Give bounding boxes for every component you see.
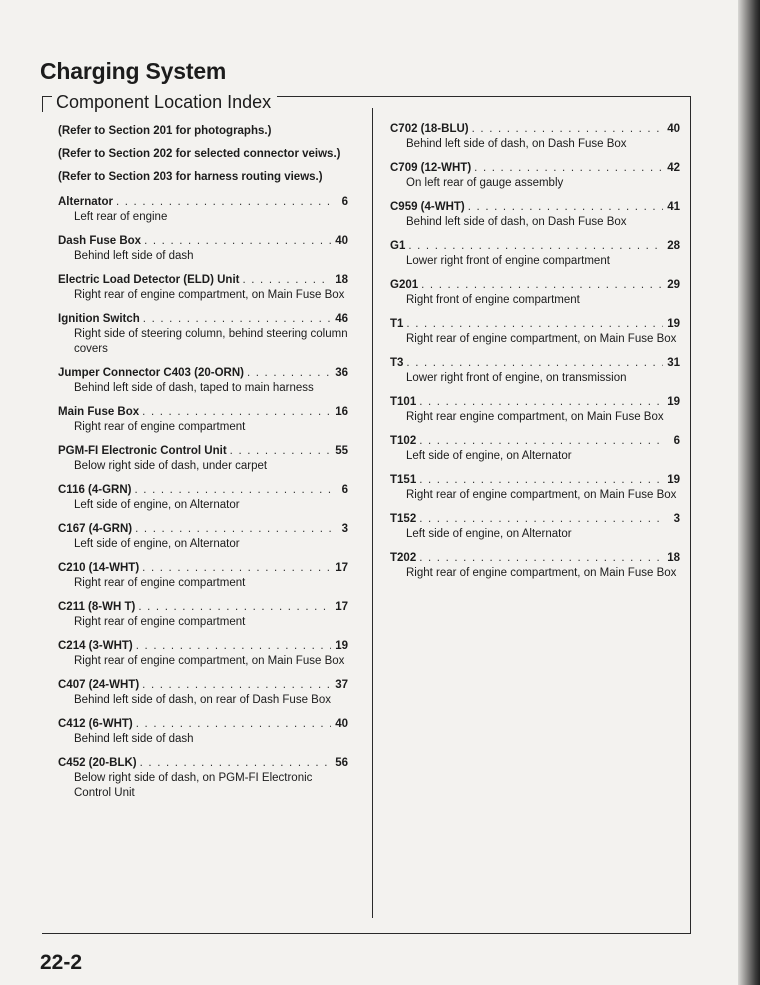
- note-photographs: (Refer to Section 201 for photographs.): [58, 125, 272, 137]
- dot-leader: [247, 366, 331, 381]
- entry-name: T3: [390, 357, 404, 369]
- entry-page: 16: [335, 406, 348, 418]
- index-entry: [58, 483, 348, 513]
- entry-page: 40: [335, 235, 348, 247]
- entry-page: 19: [667, 318, 680, 330]
- entry-page: 17: [335, 562, 348, 574]
- index-entry: [58, 405, 348, 435]
- entry-location: Behind left side of dash, on Dash Fuse Box: [406, 138, 627, 150]
- entry-location: Right side of steering column, behind steering column covers: [74, 328, 348, 355]
- entry-page: 40: [667, 123, 680, 135]
- index-entry: [58, 366, 348, 396]
- entry-page: 29: [667, 279, 680, 291]
- left-column: [58, 124, 348, 810]
- column-divider: [372, 108, 373, 918]
- dot-leader: [472, 122, 663, 137]
- dot-leader: [419, 434, 663, 449]
- index-entry: [390, 122, 680, 152]
- entry-name: Dash Fuse Box: [58, 235, 142, 247]
- entry-name: PGM-FI Electronic Control Unit: [58, 445, 227, 457]
- entry-page: 6: [341, 484, 348, 496]
- entry-page: 18: [335, 274, 348, 286]
- entry-location: Right rear of engine compartment: [74, 421, 246, 433]
- entry-page: 40: [335, 718, 348, 730]
- index-entry: [390, 278, 680, 308]
- entry-name: C412 (6-WHT): [58, 718, 133, 730]
- entry-location: Left side of engine, on Alternator: [74, 538, 240, 550]
- entry-location: Behind left side of dash: [74, 733, 194, 745]
- note-harness-routing: (Refer to Section 203 for harness routing views.): [58, 171, 323, 183]
- dot-leader: [142, 678, 331, 693]
- entry-name: G201: [390, 279, 419, 291]
- entry-name: Jumper Connector C403 (20-ORN): [58, 367, 244, 379]
- entry-name: T1: [390, 318, 404, 330]
- page-edge-shadow: [738, 0, 760, 985]
- dot-leader: [136, 717, 331, 732]
- entry-page: 41: [667, 201, 680, 213]
- dot-leader: [140, 756, 331, 771]
- index-entry: [58, 561, 348, 591]
- right-column: [390, 122, 680, 590]
- index-entry: [58, 522, 348, 552]
- dot-leader: [468, 200, 663, 215]
- index-entry: [390, 473, 680, 503]
- dot-leader: [142, 405, 331, 420]
- index-entry: [58, 234, 348, 264]
- entry-name: T102: [390, 435, 417, 447]
- page-title: Charging System: [40, 58, 227, 84]
- dot-leader: [419, 512, 663, 527]
- entry-page: 17: [335, 601, 348, 613]
- entry-name: C452 (20-BLK): [58, 757, 137, 769]
- entry-page: 6: [341, 196, 348, 208]
- entry-page: 3: [673, 513, 680, 525]
- entry-name: C709 (12-WHT): [390, 162, 472, 174]
- entry-page: 46: [335, 313, 348, 325]
- entry-location: Right rear of engine compartment, on Main Fuse Box: [406, 489, 677, 501]
- entry-location: Right rear of engine compartment: [74, 577, 246, 589]
- entry-page: 37: [335, 679, 348, 691]
- dot-leader: [419, 395, 663, 410]
- dot-leader: [242, 273, 331, 288]
- dot-leader: [142, 561, 331, 576]
- entry-location: Right rear of engine compartment, on Main Fuse Box: [74, 655, 345, 667]
- dot-leader: [406, 356, 663, 371]
- note-connector-views: (Refer to Section 202 for selected connector veiws.): [58, 148, 341, 160]
- entry-location: Behind left side of dash: [74, 250, 194, 262]
- index-entry: [58, 639, 348, 669]
- entry-name: T202: [390, 552, 417, 564]
- entry-page: 3: [341, 523, 348, 535]
- entry-location: Behind left side of dash, taped to main harness: [74, 382, 314, 394]
- entry-location: Lower right front of engine, on transmission: [406, 372, 627, 384]
- entry-name: T151: [390, 474, 417, 486]
- entry-location: Right rear of engine compartment, on Main Fuse Box: [406, 333, 677, 345]
- frame-left-tick: [42, 96, 43, 112]
- entry-page: 6: [673, 435, 680, 447]
- entry-name: C214 (3-WHT): [58, 640, 133, 652]
- dot-leader: [230, 444, 331, 459]
- entry-page: 19: [335, 640, 348, 652]
- index-entry: [390, 239, 680, 269]
- entry-location: Lower right front of engine compartment: [406, 255, 610, 267]
- index-entry: [58, 717, 348, 747]
- index-entry: [390, 395, 680, 425]
- dot-leader: [116, 195, 331, 210]
- entry-name: C210 (14-WHT): [58, 562, 140, 574]
- index-entry: [58, 273, 348, 303]
- dot-leader: [136, 639, 331, 654]
- dot-leader: [406, 317, 663, 332]
- index-heading: Component Location Index: [52, 92, 277, 113]
- entry-location: Left side of engine, on Alternator: [74, 499, 240, 511]
- entry-location: Left side of engine, on Alternator: [406, 528, 572, 540]
- index-entry: [58, 444, 348, 474]
- page-number: 22-2: [40, 951, 83, 974]
- entry-location: Behind left side of dash, on Dash Fuse Box: [406, 216, 627, 228]
- entry-page: 42: [667, 162, 680, 174]
- entry-page: 18: [667, 552, 680, 564]
- entry-page: 56: [335, 757, 348, 769]
- dot-leader: [135, 483, 332, 498]
- index-entry: [58, 600, 348, 630]
- dot-leader: [408, 239, 663, 254]
- entry-location: Left rear of engine: [74, 211, 168, 223]
- entry-location: On left rear of gauge assembly: [406, 177, 564, 189]
- entry-location: Right rear engine compartment, on Main Fuse Box: [406, 411, 664, 423]
- entry-page: 19: [667, 396, 680, 408]
- entry-page: 55: [335, 445, 348, 457]
- dot-leader: [144, 234, 331, 249]
- entry-name: T152: [390, 513, 417, 525]
- entry-name: Ignition Switch: [58, 313, 140, 325]
- index-entry: [390, 161, 680, 191]
- index-entry: [58, 312, 348, 357]
- index-entry: [390, 512, 680, 542]
- entry-location: Right rear of engine compartment, on Main Fuse Box: [406, 567, 677, 579]
- dot-leader: [419, 473, 663, 488]
- dot-leader: [143, 312, 331, 327]
- index-entry: [58, 756, 348, 801]
- entry-page: 31: [667, 357, 680, 369]
- entry-location: Right rear of engine compartment, on Main Fuse Box: [74, 289, 345, 301]
- index-entry: [390, 317, 680, 347]
- dot-leader: [474, 161, 663, 176]
- index-entry: [390, 356, 680, 386]
- dot-leader: [419, 551, 663, 566]
- index-entry: [390, 200, 680, 230]
- entry-name: G1: [390, 240, 406, 252]
- index-entry: [58, 195, 348, 225]
- index-entry: [58, 678, 348, 708]
- entry-name: Electric Load Detector (ELD) Unit: [58, 274, 240, 286]
- dot-leader: [138, 600, 331, 615]
- dot-leader: [135, 522, 331, 537]
- entry-page: 36: [335, 367, 348, 379]
- entry-location: Below right side of dash, under carpet: [74, 460, 268, 472]
- index-entry: [390, 551, 680, 581]
- entry-name: C167 (4-GRN): [58, 523, 133, 535]
- entry-name: Alternator: [58, 196, 113, 208]
- entry-location: Right rear of engine compartment: [74, 616, 246, 628]
- entry-location: Right front of engine compartment: [406, 294, 580, 306]
- dot-leader: [421, 278, 663, 293]
- entry-name: Main Fuse Box: [58, 406, 140, 418]
- entry-page: 28: [667, 240, 680, 252]
- entry-name: C211 (8-WH T): [58, 601, 136, 613]
- entry-location: Below right side of dash, on PGM-FI Electronic Control Unit: [74, 772, 313, 799]
- entry-name: C702 (18-BLU): [390, 123, 469, 135]
- entry-page: 19: [667, 474, 680, 486]
- entry-name: C116 (4-GRN): [58, 484, 132, 496]
- entry-location: Behind left side of dash, on rear of Dash Fuse Box: [74, 694, 331, 706]
- index-entry: [390, 434, 680, 464]
- entry-location: Left side of engine, on Alternator: [406, 450, 572, 462]
- entry-name: T101: [390, 396, 417, 408]
- entry-name: C959 (4-WHT): [390, 201, 465, 213]
- entry-name: C407 (24-WHT): [58, 679, 140, 691]
